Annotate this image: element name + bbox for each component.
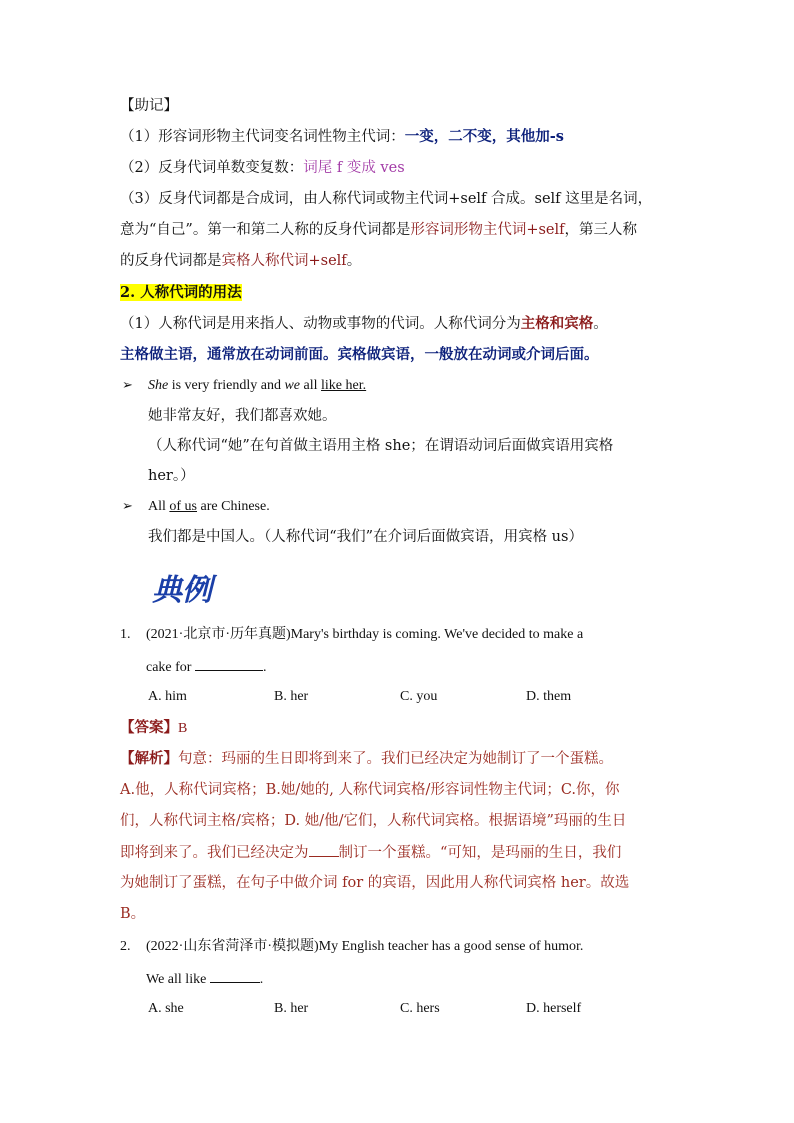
mnemonic-line-1-text: （1）形容词形物主代词变名词性物主代词： bbox=[120, 129, 405, 145]
mnemonic-line-2-rule: 词尾 f 变成 ves bbox=[303, 160, 405, 176]
question-2-option-c: C. hers bbox=[400, 1001, 440, 1016]
section-paragraph-1-key: 主格和宾格 bbox=[520, 315, 594, 332]
example-2-rest: are Chinese. bbox=[197, 499, 270, 514]
section-paragraph-2: 主格做主语，通常放在动词前面。宾格做宾语，一般放在动词或介词后面。 bbox=[120, 346, 599, 363]
example-1-she: She bbox=[148, 378, 169, 393]
typical-example-logo bbox=[150, 568, 230, 608]
typical-example-logo-text: 典例 bbox=[152, 573, 212, 608]
mnemonic-line-3c-text: 的反身代词都是 bbox=[120, 253, 222, 269]
question-1-analysis-5: 为她制订了蛋糕，在句子中做介词 for 的宾语，因此用人称代词宾格 her。故选 bbox=[120, 875, 630, 891]
section-paragraph-1 bbox=[120, 314, 680, 334]
bullet-arrow-icon: ➢ bbox=[122, 499, 133, 514]
question-1-answer bbox=[120, 718, 680, 739]
question-2-option-b: B. her bbox=[274, 1001, 309, 1016]
question-1-analysis-1 bbox=[120, 749, 680, 769]
answer-label: 【答案】 bbox=[120, 719, 178, 736]
mnemonic-line-3b-tail: ，第三人称 bbox=[564, 222, 638, 238]
question-2-line-1: (2022·山东省菏泽市·模拟题)My English teacher has a good sense of humor. bbox=[146, 939, 584, 954]
example-2-all: All bbox=[148, 499, 170, 514]
section-title: 2. 人称代词的用法 bbox=[120, 284, 242, 301]
question-1-option-a: A. him bbox=[148, 689, 187, 704]
mnemonic-line-3c-rule: 宾格人称代词+self bbox=[221, 253, 347, 269]
mnemonic-line-2-text: （2）反身代词单数变复数： bbox=[120, 160, 304, 176]
question-1-analysis-6: B。 bbox=[120, 906, 146, 922]
example-1-chinese: 她非常友好，我们都喜欢她。 bbox=[148, 408, 337, 424]
section-paragraph-1-text: （1）人称代词是用来指人、动物或事物的代词。人称代词分为 bbox=[120, 316, 521, 332]
question-1-line-1: (2021·北京市·历年真题)Mary's birthday is coming. We've decided to make a bbox=[146, 627, 584, 642]
question-1-number: 1. bbox=[120, 627, 131, 642]
question-1-line-2 bbox=[146, 656, 706, 678]
analysis-line-4-tail: 制订一个蛋糕。“可知，是玛丽的生日，我们 bbox=[338, 845, 622, 861]
analysis-line-1: 句意：玛丽的生日即将到来了。我们已经决定为她制订了一个蛋糕。 bbox=[178, 751, 613, 767]
example-1-we: we bbox=[284, 378, 301, 393]
question-1-analysis-4 bbox=[120, 842, 680, 863]
mnemonic-line-3b bbox=[120, 220, 680, 240]
analysis-label: 【解析】 bbox=[120, 750, 178, 767]
question-1-option-c: C. you bbox=[400, 689, 438, 704]
mnemonic-heading: 【助记】 bbox=[120, 98, 178, 114]
question-2-line-2-text: We all like bbox=[146, 972, 210, 987]
question-1-analysis-3: 们，人称代词主格/宾格；D. 她/他/它们，人称代词宾格。根据语境”玛丽的生日 bbox=[120, 813, 627, 829]
mnemonic-line-3b-rule: 形容词形物主代词+self bbox=[410, 222, 565, 238]
bullet-arrow-icon: ➢ bbox=[122, 378, 133, 393]
example-1-all: all bbox=[300, 378, 322, 393]
mnemonic-line-1 bbox=[120, 127, 680, 147]
mnemonic-line-3b-text: 意为“自己”。第一和第二人称的反身代词都是 bbox=[120, 222, 411, 238]
section-heading bbox=[120, 283, 680, 303]
example-2-of-us: of us bbox=[169, 499, 198, 514]
mnemonic-line-3a: （3）反身代词都是合成词，由人称代词或物主代词+self 合成。self 这里是名词， bbox=[120, 191, 653, 207]
example-1-english bbox=[148, 376, 708, 396]
analysis-blank bbox=[309, 842, 339, 857]
question-1-option-b: B. her bbox=[274, 689, 309, 704]
answer-value: B bbox=[178, 721, 188, 736]
answer-blank bbox=[210, 968, 260, 983]
example-1-note-1: （人称代词“她”在句首做主语用主格 she；在谓语动词后面做宾语用宾格 bbox=[148, 438, 614, 454]
answer-blank bbox=[195, 656, 263, 671]
example-1-mid: is very friendly and bbox=[168, 378, 285, 393]
question-1-line-2-end: . bbox=[262, 660, 267, 675]
question-2-option-d: D. herself bbox=[526, 1001, 582, 1016]
question-1-option-d: D. them bbox=[526, 689, 572, 704]
question-2-line-2-end: . bbox=[259, 972, 264, 987]
question-2-line-2 bbox=[146, 968, 706, 990]
example-1-note-2: her。） bbox=[148, 468, 195, 484]
mnemonic-line-3c bbox=[120, 251, 680, 271]
example-1-like-her: like her. bbox=[321, 378, 367, 393]
question-2-number: 2. bbox=[120, 939, 131, 954]
question-1-analysis-2: A.他，人称代词宾格；B.她/她的, 人称代词宾格/形容词性物主代词；C.你，你 bbox=[120, 782, 620, 798]
analysis-line-4-text: 即将到来了。我们已经决定为 bbox=[120, 845, 309, 861]
mnemonic-line-3c-tail: 。 bbox=[346, 253, 362, 269]
mnemonic-line-2 bbox=[120, 158, 680, 178]
mnemonic-line-1-rule: 一变，二不变，其他加-s bbox=[404, 128, 564, 145]
example-2-chinese: 我们都是中国人。（人称代词“我们”在介词后面做宾语，用宾格 us） bbox=[148, 529, 583, 545]
question-1-line-2-text: cake for bbox=[146, 660, 195, 675]
example-2-english bbox=[148, 497, 708, 517]
question-2-option-a: A. she bbox=[148, 1001, 184, 1016]
section-paragraph-1-tail: 。 bbox=[593, 316, 608, 332]
